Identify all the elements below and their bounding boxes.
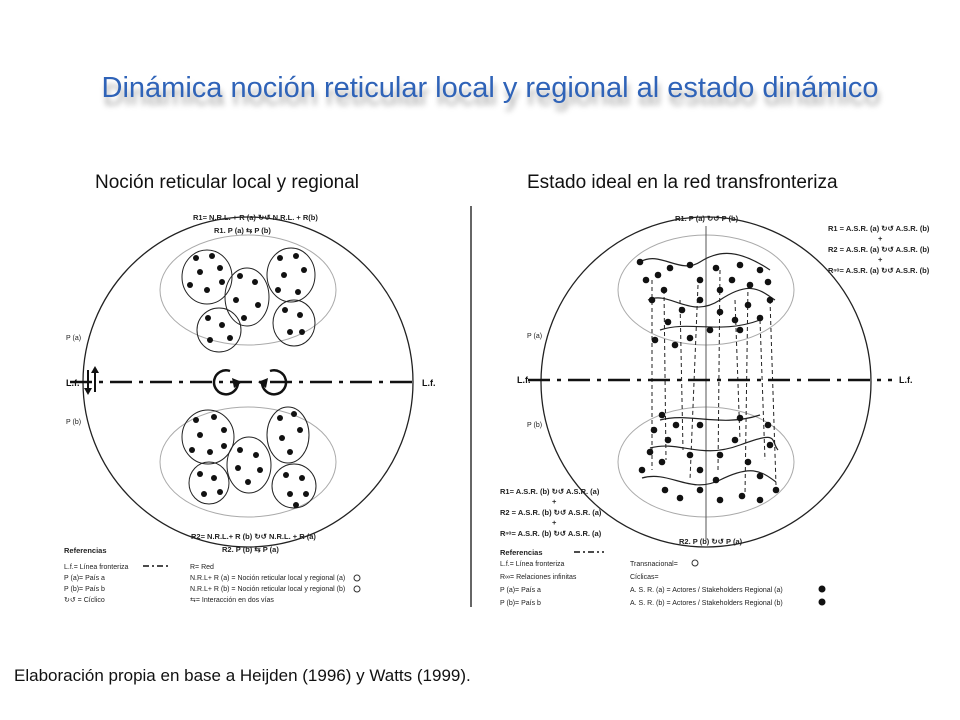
left-node-37 — [245, 479, 251, 485]
left-node-20 — [207, 337, 213, 343]
right-node-6 — [687, 262, 694, 269]
right-side-top-1: + — [878, 234, 883, 243]
left-node-39 — [291, 411, 297, 417]
right-ref-filled-circle-a — [819, 586, 826, 593]
right-node-28 — [639, 467, 646, 474]
left-node-24 — [287, 329, 293, 335]
source-caption: Elaboración propia en base a Heijden (1996) y Watts (1999). — [14, 666, 471, 685]
right-node-33 — [673, 422, 680, 429]
left-node-8 — [252, 279, 258, 285]
right-node-39 — [745, 459, 752, 466]
left-node-49 — [287, 491, 293, 497]
right-node-1 — [643, 277, 650, 284]
right-node-0 — [637, 259, 644, 266]
right-ref-filled-circle-b — [819, 599, 826, 606]
right-node-36 — [713, 477, 720, 484]
left-node-6 — [219, 279, 225, 285]
right-node-19 — [679, 307, 686, 314]
right-label-pa: P (a) — [527, 333, 543, 340]
right-node-37 — [717, 452, 724, 459]
left-node-26 — [193, 417, 199, 423]
right-side-bottom-1: + — [552, 497, 557, 506]
left-label-pb: P (b) — [66, 419, 82, 426]
right-ref-right-0: Transnacional= — [630, 561, 678, 568]
left-node-14 — [301, 267, 307, 273]
left-node-4 — [187, 282, 193, 288]
right-diagram-heading: Estado ideal en la red transfronteriza — [527, 172, 838, 193]
left-node-28 — [221, 427, 227, 433]
left-node-44 — [211, 475, 217, 481]
left-node-30 — [189, 447, 195, 453]
left-node-3 — [197, 269, 203, 275]
left-node-35 — [235, 465, 241, 471]
left-diagram-heading: Noción reticular local y regional — [95, 172, 360, 193]
left-formula-top-2: R1. P (a) ⇆ P (b) — [214, 226, 271, 235]
right-node-14 — [767, 297, 774, 304]
right-node-4 — [649, 297, 656, 304]
left-ref-right-0: R= Red — [190, 564, 214, 571]
left-node-19 — [219, 322, 225, 328]
left-node-33 — [237, 447, 243, 453]
right-formula-top: R1. P (a) ↻↺ P (b) — [675, 214, 739, 223]
left-country-b-ellipse — [160, 407, 336, 517]
left-label-pa: P (a) — [66, 335, 82, 342]
left-node-2 — [217, 265, 223, 271]
right-ref-left-2: P (a)= País a — [500, 587, 541, 594]
right-node-8 — [713, 265, 720, 272]
left-node-7 — [237, 273, 243, 279]
right-node-21 — [652, 337, 659, 344]
right-node-23 — [687, 335, 694, 342]
left-node-11 — [241, 315, 247, 321]
right-ref-open-circle — [692, 560, 698, 566]
left-ref-open-circle-b — [354, 586, 360, 592]
right-node-46 — [697, 487, 704, 494]
left-node-32 — [221, 443, 227, 449]
right-node-32 — [651, 427, 658, 434]
right-node-48 — [662, 487, 669, 494]
left-node-1 — [209, 253, 215, 259]
left-ref-left-2: P (b)= País b — [64, 586, 105, 593]
right-side-top-3: + — [878, 255, 883, 264]
right-curve-links — [640, 253, 778, 485]
left-node-40 — [297, 427, 303, 433]
right-node-51 — [737, 415, 744, 422]
right-node-29 — [647, 449, 654, 456]
left-node-18 — [205, 315, 211, 321]
right-node-16 — [732, 317, 739, 324]
two-way-arrowhead-up — [91, 366, 99, 373]
right-node-7 — [697, 277, 704, 284]
right-side-bottom-2: R2 = A.S.R. (b) ↻↺ A.S.R. (a) — [500, 508, 602, 517]
right-node-41 — [767, 442, 774, 449]
right-node-9 — [717, 287, 724, 294]
right-node-38 — [732, 437, 739, 444]
left-node-51 — [293, 502, 299, 508]
right-diagram — [500, 214, 930, 607]
right-node-2 — [655, 272, 662, 279]
left-formula-bottom-2: R2. P (b) ⇆ P (a) — [222, 545, 279, 554]
left-node-50 — [303, 491, 309, 497]
left-ref-left-3: ↻↺ = Cíclico — [64, 597, 105, 604]
left-node-34 — [253, 452, 259, 458]
left-node-21 — [227, 335, 233, 341]
right-ref-left-3: P (b)= País b — [500, 600, 541, 607]
right-ref-left-0: L.f.= Línea fronteriza — [500, 561, 565, 568]
left-node-5 — [204, 287, 210, 293]
right-side-bottom-4: Rⁿᵒ= A.S.R. (b) ↻↺ A.S.R. (a) — [500, 529, 602, 538]
right-node-44 — [739, 493, 746, 500]
right-node-17 — [717, 309, 724, 316]
left-node-17 — [295, 289, 301, 295]
right-node-12 — [747, 282, 754, 289]
left-ref-right-2: N.R.L+ R (b) = Noción reticular local y regional (b) — [190, 586, 346, 593]
right-side-bottom-0: R1= A.S.R. (b) ↻↺ A.S.R. (a) — [500, 487, 600, 496]
left-node-10 — [255, 302, 261, 308]
left-node-45 — [201, 491, 207, 497]
left-node-23 — [297, 312, 303, 318]
right-label-pb: P (b) — [527, 422, 543, 429]
left-references-title: Referencias — [64, 546, 107, 555]
left-node-46 — [217, 489, 223, 495]
left-node-9 — [233, 297, 239, 303]
left-ref-right-3: ⇆= Interacción en dos vías — [190, 597, 274, 604]
left-node-38 — [277, 415, 283, 421]
two-way-arrowhead-down — [84, 388, 92, 395]
right-node-50 — [697, 422, 704, 429]
right-node-52 — [765, 422, 772, 429]
right-node-49 — [659, 412, 666, 419]
right-node-27 — [765, 279, 772, 286]
left-node-12 — [277, 255, 283, 261]
right-side-top-4: Rⁿᵒ= A.S.R. (a) ↻↺ A.S.R. (b) — [828, 266, 930, 275]
right-node-25 — [737, 327, 744, 334]
left-node-31 — [207, 449, 213, 455]
left-diagram — [64, 213, 436, 604]
right-node-15 — [745, 302, 752, 309]
right-node-20 — [665, 319, 672, 326]
right-node-34 — [687, 452, 694, 459]
left-ref-left-1: P (a)= País a — [64, 575, 105, 582]
left-label-lf-left: L.f. — [66, 378, 80, 388]
left-country-a-ellipse — [160, 235, 336, 345]
right-side-top-2: R2 = A.S.R. (a) ↻↺ A.S.R. (b) — [828, 245, 930, 254]
right-node-43 — [757, 497, 764, 504]
left-ref-left-0: L.f.= Línea fronteriza — [64, 564, 129, 571]
right-references-title: Referencias — [500, 548, 543, 557]
right-node-5 — [667, 265, 674, 272]
left-formula-top-1: R1= N.R.L. + R (a) ↻↺ N.R.L. + R(b) — [193, 213, 318, 222]
right-side-bottom-3: + — [552, 518, 557, 527]
right-ref-right-2: A. S. R. (a) = Actores / Stakeholders Regional (a) — [630, 587, 783, 594]
left-formula-bottom-1: R2= N.R.L.+ R (b) ↻↺ N.R.L. + R (a) — [191, 532, 316, 541]
left-node-25 — [299, 329, 305, 335]
right-node-40 — [757, 473, 764, 480]
right-ref-right-1: Cíclicas= — [630, 574, 659, 581]
right-node-31 — [665, 437, 672, 444]
right-ref-right-3: A. S. R. (b) = Actores / Stakeholders Regional (b) — [630, 600, 783, 607]
left-node-16 — [275, 287, 281, 293]
right-side-top-0: R1 = A.S.R. (a) ↻↺ A.S.R. (b) — [828, 224, 930, 233]
left-node-13 — [293, 253, 299, 259]
right-node-18 — [697, 297, 704, 304]
left-node-29 — [197, 432, 203, 438]
right-formula-bottom: R2. P (b) ↻↺ P (a) — [679, 537, 743, 546]
right-node-13 — [757, 267, 764, 274]
right-node-10 — [729, 277, 736, 284]
left-node-dots — [187, 253, 309, 508]
right-node-26 — [757, 315, 764, 322]
right-node-45 — [717, 497, 724, 504]
right-node-47 — [677, 495, 684, 502]
left-node-42 — [287, 449, 293, 455]
right-node-30 — [659, 459, 666, 466]
left-node-27 — [211, 414, 217, 420]
right-ref-left-1: R∞= Relaciones infinitas — [500, 574, 577, 581]
right-node-42 — [773, 487, 780, 494]
left-node-22 — [282, 307, 288, 313]
left-node-43 — [197, 471, 203, 477]
left-node-47 — [283, 472, 289, 478]
right-node-22 — [672, 342, 679, 349]
left-label-lf-right: L.f. — [422, 378, 436, 388]
left-ref-right-1: N.R.L+ R (a) = Noción reticular local y regional (a) — [190, 575, 346, 582]
left-node-41 — [279, 435, 285, 441]
right-node-3 — [661, 287, 668, 294]
page-title: Dinámica noción reticular local y regional al estado dinámico — [101, 72, 879, 104]
left-ref-open-circle-a — [354, 575, 360, 581]
left-node-15 — [281, 272, 287, 278]
left-node-48 — [299, 475, 305, 481]
right-node-35 — [697, 467, 704, 474]
left-node-0 — [193, 255, 199, 261]
right-label-lf-left: L.f. — [517, 375, 531, 385]
right-label-lf-right: L.f. — [899, 375, 913, 385]
right-node-24 — [707, 327, 714, 334]
left-node-36 — [257, 467, 263, 473]
right-node-11 — [737, 262, 744, 269]
